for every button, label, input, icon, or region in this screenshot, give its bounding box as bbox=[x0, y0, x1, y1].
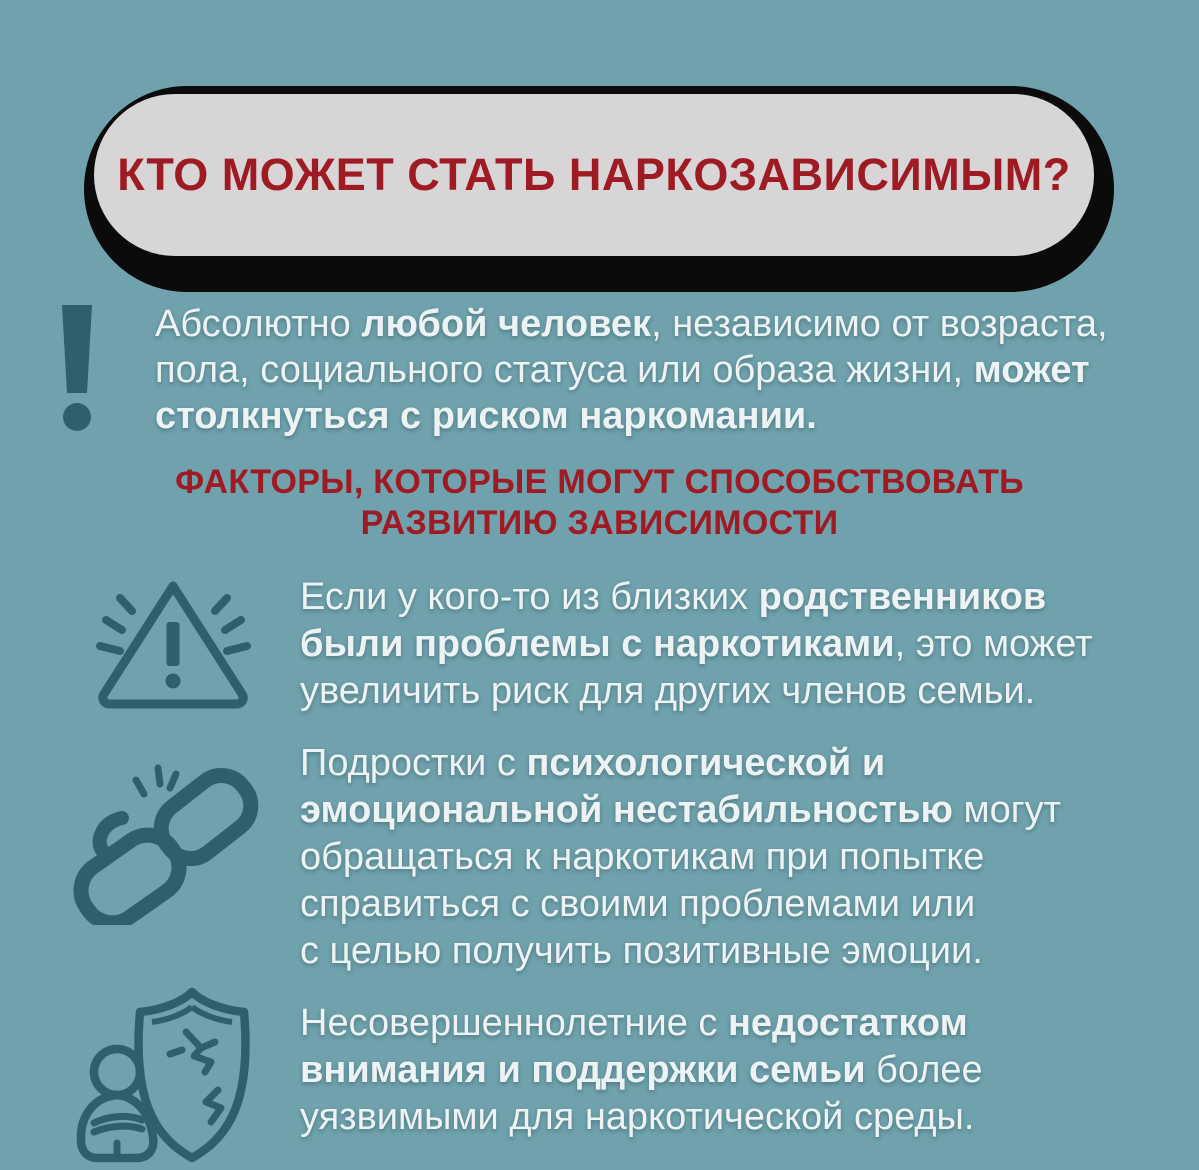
factors-heading: ФАКТОРЫ, КОТОРЫЕ МОГУТ СПОСОБСТВОВАТЬ РАЗВИТИЮ ЗАВИСИМОСТИ bbox=[175, 463, 1024, 542]
factor-text-instability: Подростки с психологической и эмоциональной нестабильностью могут обращаться к наркотикам при попытке справиться с своими проблемами или с целью получить позитивные эмоции. bbox=[300, 742, 1062, 972]
intro-text: Абсолютно любой человек, независимо от возраста, пола, социального статуса или образа жизни, может столкнуться с риском наркомании. bbox=[155, 303, 1108, 437]
warning-triangle-icon bbox=[86, 570, 261, 715]
poster-title: КТО МОЖЕТ СТАТЬ НАРКОЗАВИСИМЫМ? bbox=[117, 149, 1071, 200]
factor-text-neglect: Несовершеннолетние с недостатком внимания и поддержки семьи более уязвимыми для наркотической среды. bbox=[300, 1002, 983, 1138]
broken-chain-icon bbox=[70, 760, 260, 925]
title-banner bbox=[84, 86, 1114, 292]
title-banner-face bbox=[94, 94, 1094, 256]
exclamation-icon bbox=[53, 303, 101, 435]
cracked-shield-person-icon bbox=[70, 980, 275, 1170]
factor-text-heredity: Если у кого-то из близких родственников были проблемы с наркотиками, это может увеличить риск для других членов семьи. bbox=[300, 576, 1093, 712]
